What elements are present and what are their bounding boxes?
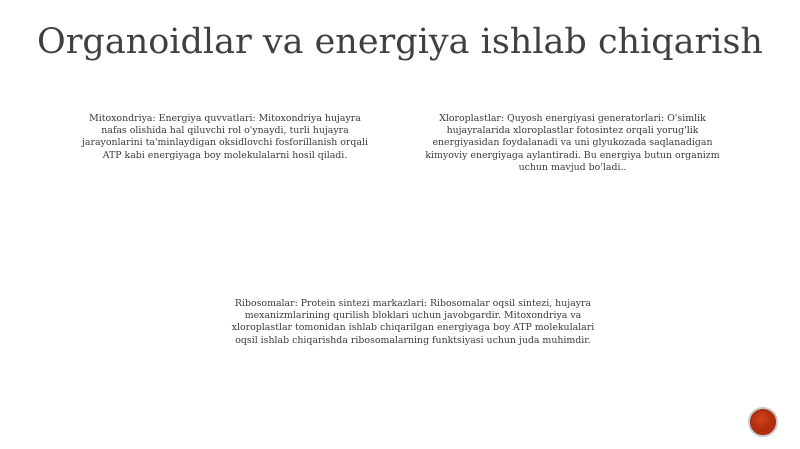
mitochondria-paragraph: Mitoxondriya: Energiya quvvatlari: Mitoxondriya hujayra nafas olishida hal qiluvchi rol o'ynaydi, turli hujayra jarayonlarini ta'minlaydigan oksidlovchi fosforillanish orqali ATP kabi energiyaga boy molekulalarni hosil qiladi. [81,113,368,161]
chloroplasts-paragraph: Xloroplastlar: Quyosh energiyasi generatorlari: O'simlik hujayralarida xloroplastlar fotosintez orqali yorug'lik energiyasidan foydalanadi va uni glyukozada saqlanadigan kimyoviy energiyaga aylantiradi. Bu energiya butun organizm uchun mavjud bo'ladi.. [425,113,720,173]
slide-title: Organoidlar va energiya ishlab chiqarish [37,22,763,62]
circle-nav-icon[interactable] [748,407,778,437]
circle-nav-inner [753,412,773,432]
ribosomes-paragraph: Ribosomalar: Protein sintezi markazlari: Ribosomalar oqsil sintezi, hujayra mexanizmlarining qurilish bloklari uchun javobgardir. Mitoxondriya va xloroplastlar tomonidan ishlab chiqarilgan energiyaga boy ATP molekulalari oqsil ishlab chiqarishda ribosomalarning funktsiyasi uchun juda muhimdir. [231,298,595,346]
